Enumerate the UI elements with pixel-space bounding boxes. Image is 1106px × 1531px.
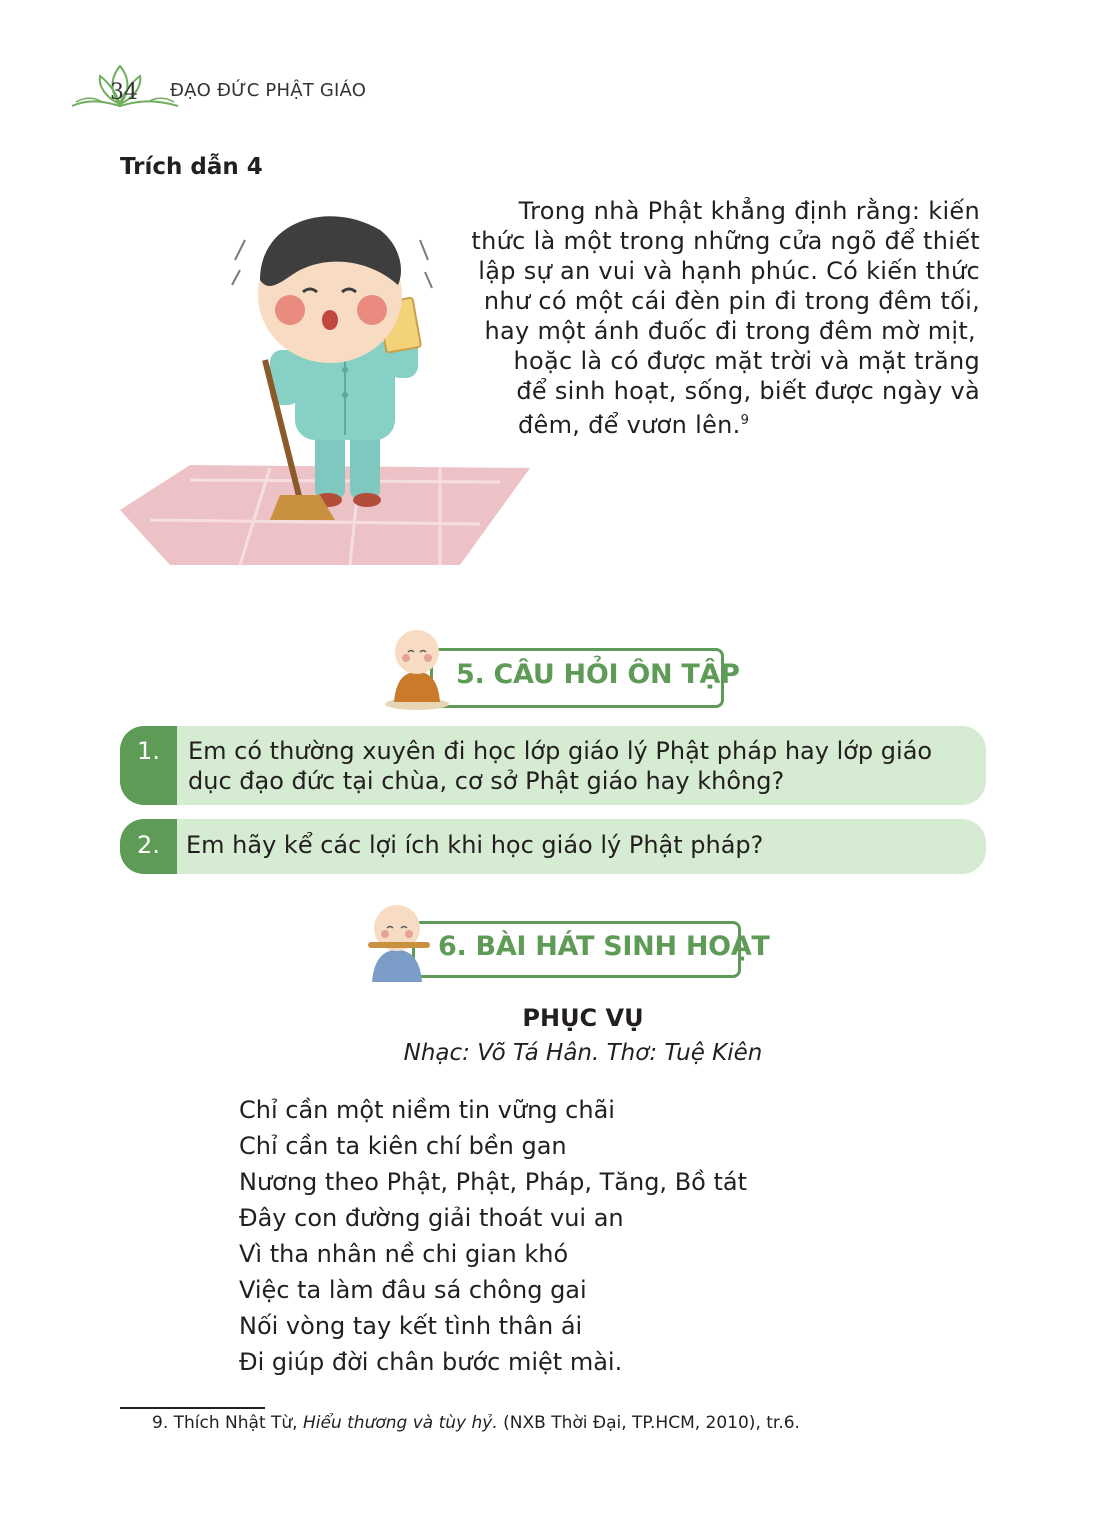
page-number: 34 — [110, 80, 138, 105]
section-6-title: 6. BÀI HÁT SINH HOẠT — [438, 931, 770, 962]
footnote-book-title: Hiểu thương và tùy hỷ. — [302, 1413, 498, 1433]
song-lyrics — [239, 1092, 747, 1380]
monk-playing-flute-icon — [362, 896, 432, 986]
lyric-line: Chỉ cần ta kiên chí bền gan — [239, 1132, 567, 1160]
question-text: dục đạo đức tại chùa, cơ sở Phật giáo hay không? — [188, 767, 785, 795]
running-title: ĐẠO ĐỨC PHẬT GIÁO — [170, 80, 367, 101]
quote-last-line — [518, 406, 749, 440]
question-row — [120, 726, 986, 805]
question-number: 2. — [137, 831, 160, 859]
section-5-title: 5. CÂU HỎI ÔN TẬP — [456, 659, 740, 690]
quote-line: Trong nhà Phật khẳng định rằng: kiến — [518, 197, 980, 225]
quote-line: thức là một trong những cửa ngõ để thiết — [471, 227, 980, 255]
quote-line: để sinh hoạt, sống, biết được ngày và — [516, 377, 980, 405]
quote-line: như có một cái đèn pin đi trong đêm tối, — [483, 287, 980, 315]
lyric-line: Chỉ cần một niềm tin vững chãi — [239, 1096, 615, 1124]
quote-line: hoặc là có được mặt trời và mặt trăng — [513, 347, 980, 375]
lyric-line: Nương theo Phật, Phật, Pháp, Tăng, Bồ tát — [239, 1168, 747, 1196]
footnote-rule — [120, 1407, 265, 1409]
lyric-line: Nối vòng tay kết tình thân ái — [239, 1312, 583, 1340]
question-text: Em có thường xuyên đi học lớp giáo lý Phật pháp hay lớp giáo — [188, 737, 933, 765]
song-credit: Nhạc: Võ Tá Hân. Thơ: Tuệ Kiên — [403, 1040, 763, 1066]
question-text: Em hãy kể các lợi ích khi học giáo lý Phật pháp? — [186, 831, 764, 859]
monk-meditating-icon — [382, 622, 452, 712]
lyric-line: Đi giúp đời chân bước miệt mài. — [239, 1348, 623, 1376]
question-row — [120, 819, 986, 874]
song-title: PHỤC VỤ — [522, 1004, 644, 1032]
quote-line: hay một ánh đuốc đi trong đêm mờ mịt, — [484, 317, 976, 345]
footnote-prefix: 9. Thích Nhật Từ, — [152, 1413, 303, 1433]
quote-heading: Trích dẫn 4 — [120, 154, 263, 180]
quote-line: đêm, để vươn lên. — [518, 411, 741, 439]
footnote — [152, 1413, 800, 1433]
question-number: 1. — [137, 737, 160, 765]
footnote-suffix: (NXB Thời Đại, TP.HCM, 2010), tr.6. — [497, 1413, 800, 1433]
lyric-line: Việc ta làm đâu sá chông gai — [239, 1276, 587, 1304]
lyric-line: Vì tha nhân nề chi gian khó — [239, 1240, 569, 1268]
footnote-ref: 9 — [740, 413, 750, 428]
lyric-line: Đây con đường giải thoát vui an — [239, 1204, 624, 1232]
quote-line: lập sự an vui và hạnh phúc. Có kiến thức — [478, 257, 980, 285]
